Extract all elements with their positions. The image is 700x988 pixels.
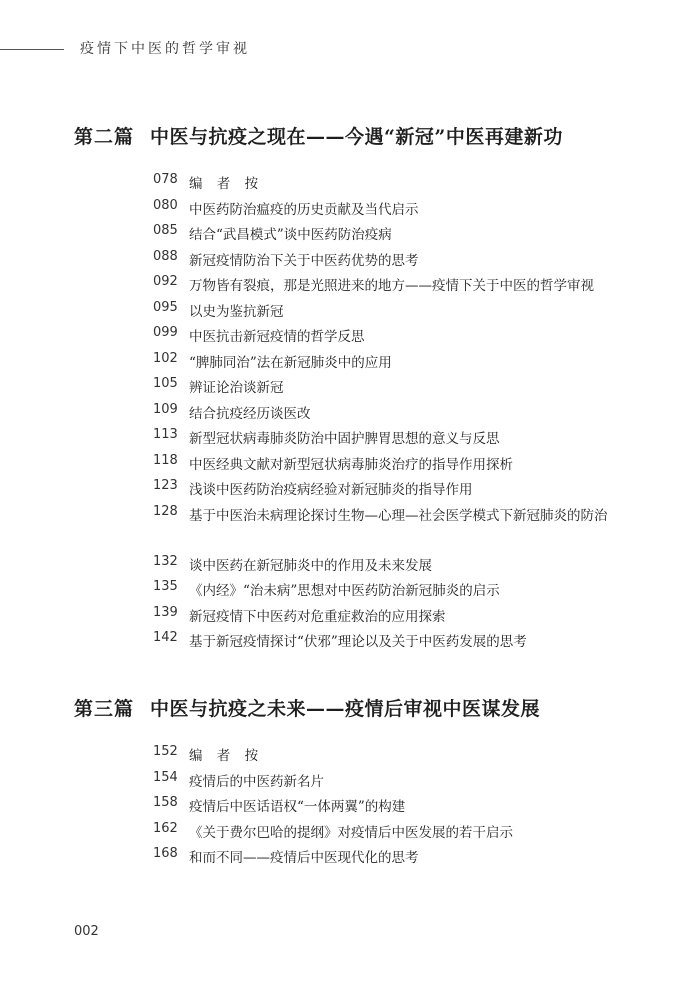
part-label: 第二篇 (74, 126, 135, 148)
toc-title: 中医经典文献对新型冠状病毒肺炎治疗的指导作用探析 (189, 456, 513, 473)
toc-entry[interactable] (0, 402, 700, 428)
part-title: 中医与抗疫之未来——疫情后审视中医谋发展 (150, 698, 541, 720)
toc-page: 135 (153, 579, 178, 594)
toc-entry[interactable] (0, 376, 700, 402)
toc-page: 154 (153, 769, 178, 785)
toc-title: 结合抗疫经历谈医改 (189, 405, 311, 422)
header-rule (0, 49, 64, 50)
toc-entry[interactable] (0, 249, 700, 275)
toc-page: 092 (153, 274, 178, 289)
toc-page: 113 (153, 427, 178, 442)
toc-entry[interactable] (0, 300, 700, 326)
toc-page: 105 (153, 376, 178, 391)
toc-title: 谈中医药在新冠肺炎中的作用及未来发展 (189, 557, 432, 574)
toc-entry[interactable] (0, 770, 700, 796)
running-header: 疫情下中医的哲学审视 (80, 41, 250, 57)
toc-entry[interactable] (0, 223, 700, 249)
toc-page: 162 (153, 820, 178, 836)
toc-page: 099 (153, 325, 178, 340)
toc-page: 118 (153, 452, 178, 468)
toc-title: 新冠疫情下中医药对危重症救治的应用探索 (189, 608, 446, 625)
toc-entry[interactable] (0, 274, 700, 300)
toc-title: 中医药防治瘟疫的历史贡献及当代启示 (189, 201, 419, 218)
page-number: 002 (74, 924, 99, 939)
toc-title: 辨证论治谈新冠 (189, 380, 284, 396)
toc-page: 128 (153, 503, 178, 519)
toc-entry[interactable] (0, 325, 700, 351)
toc-entry[interactable] (0, 351, 700, 377)
toc-entry[interactable] (0, 744, 700, 770)
toc-page: 085 (153, 223, 178, 238)
part-three (0, 694, 700, 872)
toc-title: 万物皆有裂痕，那是光照进来的地方——疫情下关于中医的哲学审视 (189, 278, 594, 294)
toc-entry[interactable] (0, 846, 700, 872)
part-heading (0, 694, 700, 726)
toc-title: 基于新冠疫情探讨“伏邪”理论以及关于中医药发展的思考 (189, 634, 527, 650)
toc-page: 132 (153, 553, 178, 569)
toc-entry[interactable] (0, 630, 700, 656)
toc-title: 编 者 按 (189, 176, 264, 192)
toc-title: 浅谈中医药防治疫病经验对新冠肺炎的指导作用 (189, 482, 473, 498)
part-two (0, 122, 700, 656)
toc-page: 168 (153, 846, 178, 861)
toc-list (0, 172, 700, 656)
toc-page: 109 (153, 401, 178, 417)
toc-page: 158 (153, 795, 178, 810)
part-label: 第三篇 (74, 698, 135, 720)
toc-title: 结合“武昌模式”谈中医药防治疫病 (189, 227, 392, 243)
toc-page: 142 (153, 630, 178, 645)
toc-title: 《内经》“治未病”思想对中医药防治新冠肺炎的启示 (189, 583, 500, 599)
toc-entry[interactable] (0, 795, 700, 821)
part-title: 中医与抗疫之现在——今遇“新冠”中医再建新功 (150, 126, 563, 148)
toc-page: 078 (153, 172, 178, 187)
toc-title: 和而不同——疫情后中医现代化的思考 (189, 850, 419, 866)
toc-title: 中医抗击新冠疫情的哲学反思 (189, 329, 365, 345)
toc-page: 095 (153, 299, 178, 315)
part-heading (0, 122, 700, 154)
toc-entry[interactable] (0, 821, 700, 847)
toc-page: 080 (153, 197, 178, 213)
toc-title: 基于中医治未病理论探讨生物—心理—社会医学模式下新冠肺炎的防治 (189, 507, 608, 524)
toc-entry[interactable] (0, 172, 700, 198)
toc-title: 新冠疫情防治下关于中医药优势的思考 (189, 252, 419, 269)
toc-page: 123 (153, 478, 178, 493)
toc-list (0, 744, 700, 872)
toc-title: 编 者 按 (189, 748, 264, 764)
toc-page: 102 (153, 350, 178, 366)
toc-page: 139 (153, 604, 178, 620)
toc-title: 新型冠状病毒肺炎防治中固护脾胃思想的意义与反思 (189, 431, 500, 447)
toc-entry[interactable] (0, 198, 700, 224)
toc-page: 152 (153, 744, 178, 759)
toc-entry[interactable] (0, 504, 700, 554)
toc-entry[interactable] (0, 554, 700, 580)
toc-entry[interactable] (0, 478, 700, 504)
toc-title: 《关于费尔巴哈的提纲》对疫情后中医发展的若干启示 (189, 824, 513, 841)
toc-entry[interactable] (0, 453, 700, 479)
toc-title: “脾肺同治”法在新冠肺炎中的应用 (189, 354, 392, 371)
toc-title: 以史为鉴抗新冠 (189, 303, 284, 320)
toc-entry[interactable] (0, 579, 700, 605)
toc-page: 088 (153, 248, 178, 264)
toc-entry[interactable] (0, 427, 700, 453)
toc-title: 疫情后中医话语权“一体两翼”的构建 (189, 799, 406, 815)
toc-title: 疫情后的中医药新名片 (189, 773, 324, 790)
toc-entry[interactable] (0, 605, 700, 631)
